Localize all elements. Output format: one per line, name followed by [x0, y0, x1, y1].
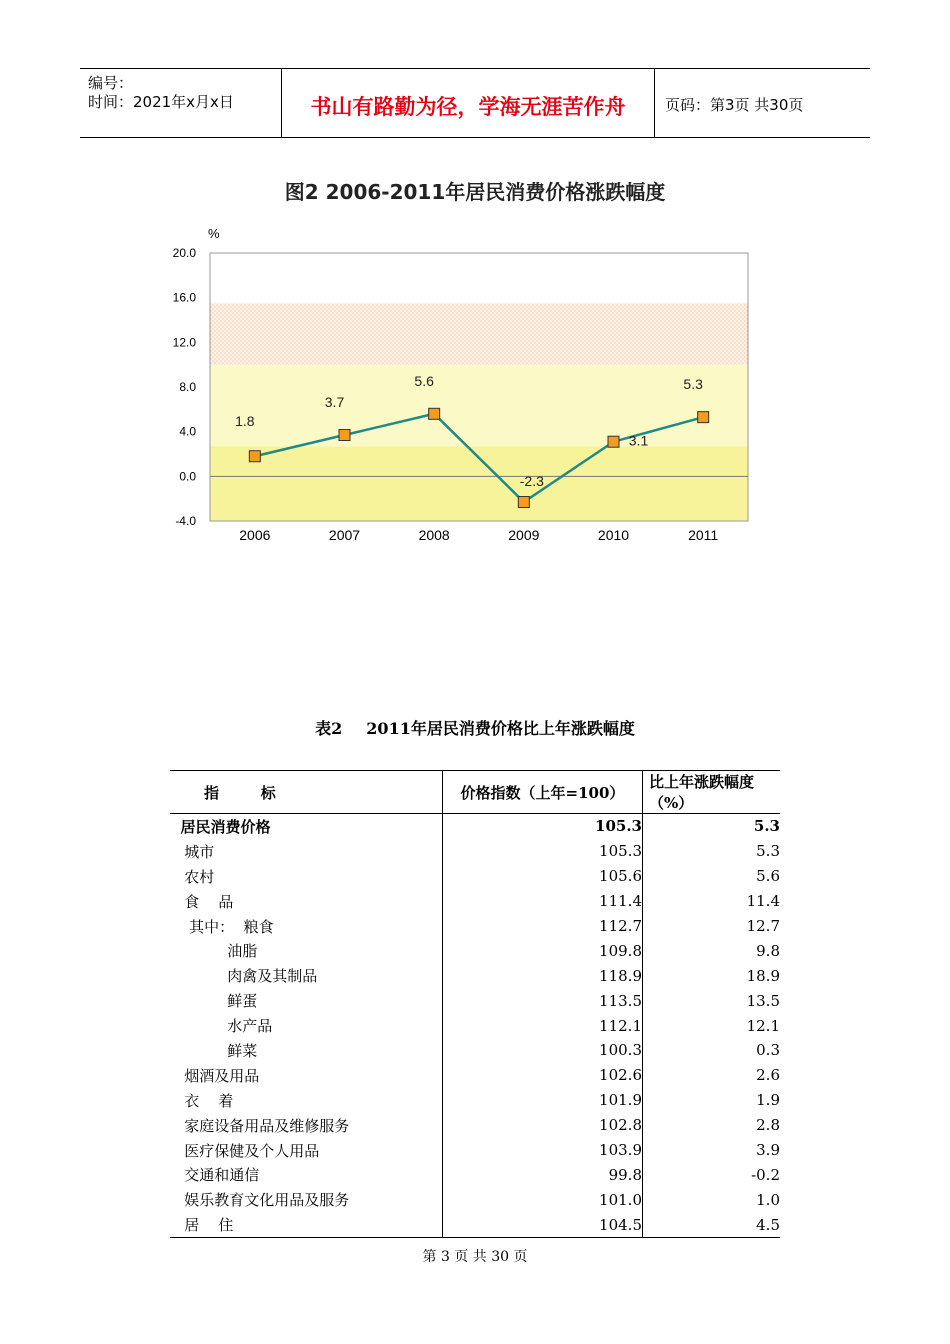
chart-bands	[210, 303, 748, 521]
row-price-index: 102.8	[443, 1113, 643, 1138]
table-row	[170, 839, 780, 864]
row-price-index: 100.3	[443, 1038, 643, 1063]
data-label: 3.1	[628, 432, 649, 449]
row-price-index: 111.4	[443, 889, 643, 914]
table-row	[170, 1063, 780, 1088]
row-label: 交通和通信	[170, 1166, 260, 1185]
y-tick-label: 8.0	[179, 380, 196, 394]
table-row	[170, 864, 780, 889]
data-point-marker	[339, 430, 350, 441]
row-label: 居 住	[170, 1212, 443, 1237]
row-change: 1.9	[756, 1091, 780, 1110]
row-label: 城市	[170, 842, 215, 861]
table-header-row	[170, 771, 780, 814]
page-header	[80, 68, 870, 138]
row-price-index: 112.1	[443, 1013, 643, 1038]
row-change: 11.4	[746, 892, 780, 911]
row-label: 农村	[170, 867, 215, 886]
table-row	[170, 889, 780, 914]
chart-title: 图2 2006-2011年居民消费价格涨跌幅度	[284, 180, 666, 204]
table-title	[0, 716, 950, 739]
y-tick-label: 12.0	[172, 335, 196, 350]
row-change: 13.5	[746, 991, 780, 1010]
row-change: 1.0	[756, 1190, 780, 1209]
row-change: 5.6	[756, 867, 780, 886]
row-price-index: 101.9	[443, 1088, 643, 1113]
cpi-table	[170, 770, 780, 1238]
number-label: 编号：	[88, 74, 134, 92]
table-number: 表2	[315, 719, 343, 738]
row-label: 鲜蛋	[170, 992, 258, 1011]
data-point-marker	[429, 408, 440, 419]
table-row	[170, 1162, 780, 1187]
y-tick-labels	[173, 246, 197, 528]
row-change: 2.8	[756, 1116, 780, 1135]
y-tick-label: -4.0	[175, 514, 196, 528]
data-point-marker	[608, 436, 619, 447]
row-change: 12.7	[746, 917, 780, 935]
y-tick-label: 16.0	[172, 290, 196, 305]
table-row	[170, 938, 780, 963]
x-tick-label: 2010	[597, 527, 630, 543]
table-row	[170, 1138, 780, 1163]
data-point-marker	[518, 497, 529, 508]
header-price-index: 价格指数（上年=100）	[443, 771, 643, 814]
row-price-index: 105.6	[443, 864, 643, 889]
chart-band	[210, 365, 748, 447]
row-label: 其中： 粮食	[170, 917, 274, 936]
row-change: 5.3	[756, 842, 780, 861]
data-label: -2.3	[519, 473, 544, 490]
row-label: 医疗保健及个人用品	[170, 1141, 320, 1160]
chart-band	[210, 303, 748, 364]
header-motto-cell	[282, 69, 655, 137]
row-change: 12.1	[746, 1016, 780, 1035]
row-change: 4.5	[643, 1212, 781, 1237]
data-label: 1.8	[235, 413, 255, 430]
table-row	[170, 1212, 780, 1237]
header-page-cell	[655, 69, 870, 137]
row-change: 3.9	[756, 1141, 780, 1160]
row-change: 5.3	[753, 817, 780, 836]
row-price-index: 102.6	[443, 1063, 643, 1088]
row-price-index: 104.5	[443, 1212, 643, 1237]
y-tick-label: 4.0	[179, 424, 196, 439]
table-row	[170, 1013, 780, 1038]
row-price-index: 112.7	[443, 914, 643, 939]
header-change: 比上年涨跌幅度（%）	[643, 771, 781, 814]
date-label: 时间：2021年x月x日	[88, 93, 234, 111]
row-price-index: 113.5	[443, 988, 643, 1013]
data-label: 5.6	[414, 372, 434, 389]
row-label: 水产品	[170, 1017, 273, 1036]
row-label: 衣 着	[170, 1091, 234, 1110]
row-price-index: 105.3	[443, 839, 643, 864]
row-label: 烟酒及用品	[170, 1066, 260, 1085]
row-change: 9.8	[756, 941, 780, 960]
row-label: 鲜菜	[170, 1041, 258, 1060]
data-point-marker	[249, 451, 260, 462]
row-change: -0.2	[751, 1165, 780, 1184]
table-row	[170, 1187, 780, 1212]
data-point-marker	[698, 412, 709, 423]
x-tick-labels	[239, 527, 718, 543]
table-row	[170, 1088, 780, 1113]
x-tick-label: 2006	[239, 527, 271, 543]
table-row	[170, 914, 780, 939]
motto-text: 书山有路勤为径，学海无涯苦作舟	[310, 95, 626, 119]
header-info-cell	[80, 69, 282, 137]
row-price-index: 101.0	[443, 1187, 643, 1212]
data-label: 5.3	[683, 376, 703, 393]
row-label: 肉禽及其制品	[170, 967, 318, 986]
row-label: 家庭设备用品及维修服务	[170, 1116, 350, 1135]
x-tick-label: 2009	[508, 527, 540, 543]
data-label: 3.7	[324, 394, 345, 411]
row-label: 居民消费价格	[170, 817, 271, 836]
x-tick-label: 2008	[418, 527, 450, 543]
row-price-index: 105.3	[443, 814, 643, 839]
row-change: 2.6	[756, 1066, 780, 1085]
table-row	[170, 1038, 780, 1063]
row-label: 油脂	[170, 942, 258, 961]
header-indicator: 指 标	[170, 771, 443, 814]
x-tick-label: 2007	[328, 527, 361, 543]
row-label: 娱乐教育文化用品及服务	[170, 1191, 350, 1210]
y-tick-label: 0.0	[179, 469, 196, 484]
row-label: 食 品	[170, 892, 234, 911]
y-axis-label: %	[208, 226, 220, 241]
table-row	[170, 963, 780, 988]
table-row	[170, 1113, 780, 1138]
cpi-line-chart	[160, 220, 760, 550]
page-number-label: 页码：第3页 共30页	[665, 96, 804, 114]
row-price-index: 103.9	[443, 1138, 643, 1163]
row-price-index: 109.8	[443, 938, 643, 963]
row-change: 18.9	[746, 966, 780, 985]
row-price-index: 99.8	[443, 1162, 643, 1187]
table-title-text: 2011年居民消费价格比上年涨跌幅度	[366, 719, 635, 738]
row-change: 0.3	[756, 1041, 780, 1060]
table-row	[170, 814, 780, 839]
y-tick-label: 20.0	[172, 246, 196, 260]
table-row	[170, 988, 780, 1013]
x-tick-label: 2011	[688, 527, 719, 543]
page-footer: 第 3 页 共 30 页	[422, 1249, 528, 1265]
row-price-index: 118.9	[443, 963, 643, 988]
